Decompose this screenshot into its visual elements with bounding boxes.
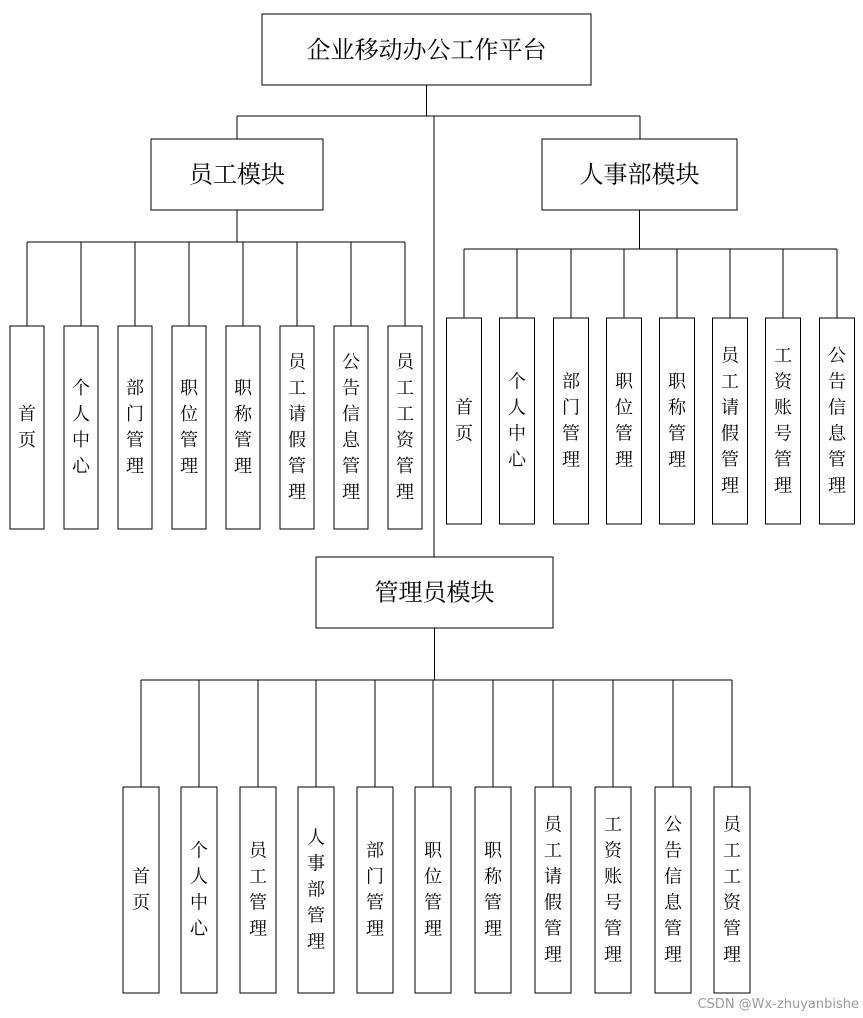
- employee-module: [151, 139, 323, 210]
- hr-module: [542, 139, 737, 210]
- hr-module-title: 人事部模块: [579, 160, 700, 189]
- admin-leaf-8: [595, 787, 631, 993]
- admin-leaf-box: [181, 787, 217, 993]
- employee-leaf-label: 员工工资管理: [396, 352, 414, 503]
- hr-leaf-label: 工资账号管理: [774, 345, 792, 497]
- employee-leaf-box: [226, 326, 260, 529]
- hr-leaf-1: [500, 318, 535, 524]
- admin-leaf-3: [298, 787, 334, 993]
- hr-leaf-box: [554, 318, 589, 524]
- admin-leaf-label: 首页: [132, 866, 150, 914]
- hr-leaf-label: 个人中心: [508, 371, 526, 471]
- admin-module: [316, 557, 553, 628]
- admin-leaf-box: [240, 787, 276, 993]
- admin-leaf-9: [655, 787, 691, 993]
- admin-leaf-0: [123, 787, 159, 993]
- admin-leaf-label: 员工管理: [249, 840, 267, 940]
- employee-leaf-label: 员工请假管理: [288, 352, 306, 503]
- admin-leaf-label: 人事部管理: [307, 827, 325, 953]
- employee-leaf-label: 职称管理: [234, 378, 252, 477]
- hr-leaf-box: [447, 318, 482, 524]
- admin-leaf-box: [415, 787, 451, 993]
- employee-leaf-4: [226, 326, 260, 529]
- admin-leaf-6: [475, 787, 511, 993]
- employee-leaf-6: [334, 326, 368, 529]
- admin-leaf-label: 工资账号管理: [604, 814, 622, 966]
- hr-leaf-label: 职称管理: [668, 371, 686, 471]
- admin-leaf-label: 部门管理: [366, 840, 384, 940]
- root-node: [262, 14, 591, 85]
- hr-leaf-6: [766, 318, 801, 524]
- admin-leaf-10: [714, 787, 750, 993]
- admin-leaf-box: [123, 787, 159, 993]
- admin-leaf-label: 公告信息管理: [664, 814, 682, 966]
- hr-leaf-label: 职位管理: [615, 371, 633, 471]
- hr-leaf-box: [500, 318, 535, 524]
- hr-leaf-7: [820, 318, 855, 524]
- employee-leaf-0: [10, 326, 44, 529]
- hr-leaf-label: 公告信息管理: [828, 345, 846, 497]
- watermark-text: CSDN @Wx-zhuyanbishe: [697, 997, 859, 1012]
- admin-leaf-4: [357, 787, 393, 993]
- admin-leaf-7: [535, 787, 571, 993]
- admin-leaf-box: [475, 787, 511, 993]
- employee-leaf-box: [64, 326, 98, 529]
- admin-leaf-5: [415, 787, 451, 993]
- employee-leaf-label: 公告信息管理: [342, 352, 360, 503]
- root-title: 企业移动办公工作平台: [306, 36, 547, 64]
- admin-leaf-1: [181, 787, 217, 993]
- admin-leaf-label: 员工工资管理: [723, 814, 741, 966]
- hr-leaf-label: 员工请假管理: [721, 345, 739, 497]
- hr-leaf-4: [660, 318, 695, 524]
- admin-leaf-label: 员工请假管理: [544, 814, 562, 966]
- employee-module-title: 员工模块: [189, 160, 285, 189]
- employee-leaf-label: 部门管理: [126, 378, 144, 477]
- employee-leaf-label: 首页: [18, 404, 36, 451]
- employee-leaf-3: [172, 326, 206, 529]
- hr-leaf-0: [447, 318, 482, 524]
- employee-leaf-box: [118, 326, 152, 529]
- admin-leaf-label: 个人中心: [190, 840, 208, 940]
- hr-leaf-2: [554, 318, 589, 524]
- admin-leaf-label: 职位管理: [424, 840, 442, 940]
- hr-leaf-label: 首页: [455, 397, 473, 445]
- hr-leaf-label: 部门管理: [562, 371, 580, 471]
- employee-leaf-5: [280, 326, 314, 529]
- employee-leaf-box: [172, 326, 206, 529]
- employee-leaf-label: 个人中心: [72, 378, 90, 477]
- employee-leaf-box: [10, 326, 44, 529]
- employee-leaf-label: 职位管理: [180, 378, 198, 477]
- employee-leaf-1: [64, 326, 98, 529]
- admin-leaf-label: 职称管理: [484, 840, 502, 940]
- employee-leaf-7: [388, 326, 422, 529]
- admin-module-title: 管理员模块: [374, 578, 495, 607]
- hr-leaf-box: [607, 318, 642, 524]
- diagram-nodes: [10, 14, 855, 993]
- hr-leaf-box: [660, 318, 695, 524]
- hr-leaf-3: [607, 318, 642, 524]
- admin-leaf-box: [357, 787, 393, 993]
- hr-leaf-5: [713, 318, 748, 524]
- admin-leaf-2: [240, 787, 276, 993]
- employee-leaf-2: [118, 326, 152, 529]
